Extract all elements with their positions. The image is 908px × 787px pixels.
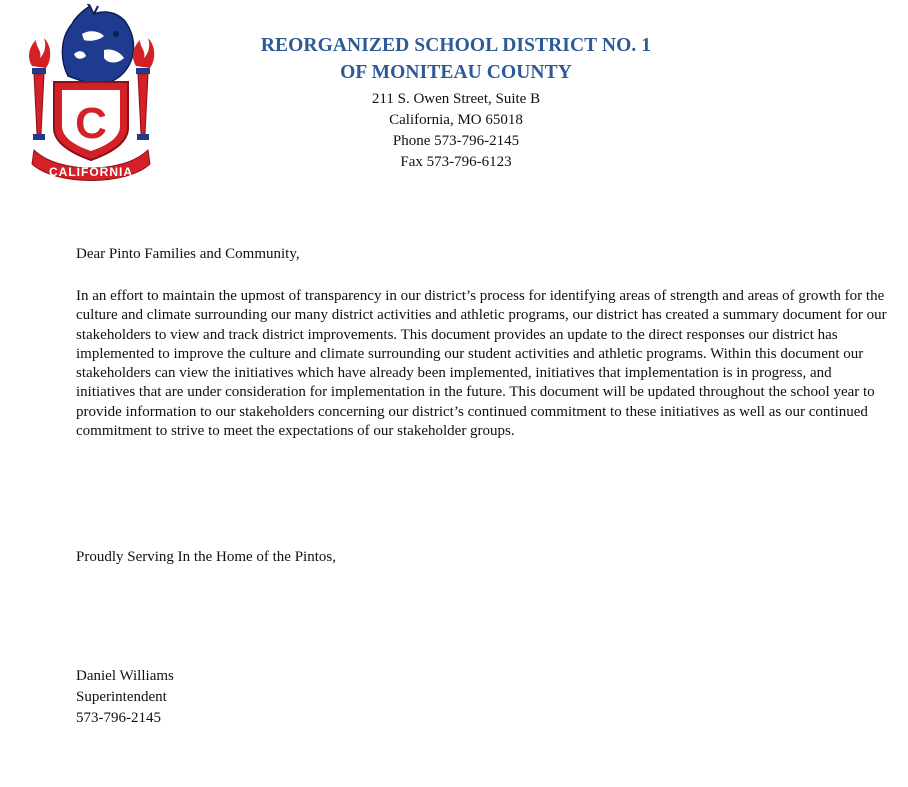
left-torch-icon [29, 38, 50, 140]
salutation: Dear Pinto Families and Community, [76, 246, 300, 262]
district-logo [24, 4, 156, 184]
letter-body: In an effort to maintain the upmost of transparency in our district’s process for identifying areas of strength and areas of growth for the culture and climate surrounding our many district activities and athletic programs, our district has created a summary document for our stakeholders to view and track district improvements. This document provides an update to the direct responses our district has implemented to improve the culture and climate surrounding our student activities and athletic programs. Within this document our stakeholders can view the initiatives which have already been implemented, initiatives that implementation is in progress, and initiatives that are under consideration for implementation in the future. This document will be updated throughout the school year to provide information to our stakeholders concerning our district’s continued commitment to these initiatives as well as our continued commitment to strive to meet the expectations of our stakeholder groups. [76, 288, 887, 440]
signer-name: Daniel Williams [76, 668, 174, 684]
closing-line: Proudly Serving In the Home of the Pintos, [76, 549, 336, 565]
logo-banner-text: CALIFORNIA [49, 165, 133, 179]
city-state-zip: California, MO 65018 [389, 112, 523, 128]
signature-block [76, 666, 174, 729]
signer-title: Superintendent [76, 689, 167, 705]
street-address: 211 S. Owen Street, Suite B [371, 91, 541, 107]
logo-letter: C [75, 99, 107, 148]
phone-number: Phone 573-796-2145 [392, 133, 520, 149]
fax-number: Fax 573-796-6123 [400, 154, 512, 170]
county-name: OF MONITEAU COUNTY [340, 62, 572, 83]
district-name: REORGANIZED SCHOOL DISTRICT NO. 1 [260, 35, 652, 56]
letterhead [200, 32, 712, 173]
right-torch-icon [133, 38, 154, 140]
shield-icon [54, 82, 128, 160]
signer-phone: 573-796-2145 [76, 710, 161, 726]
pinto-horse-icon [62, 4, 133, 84]
